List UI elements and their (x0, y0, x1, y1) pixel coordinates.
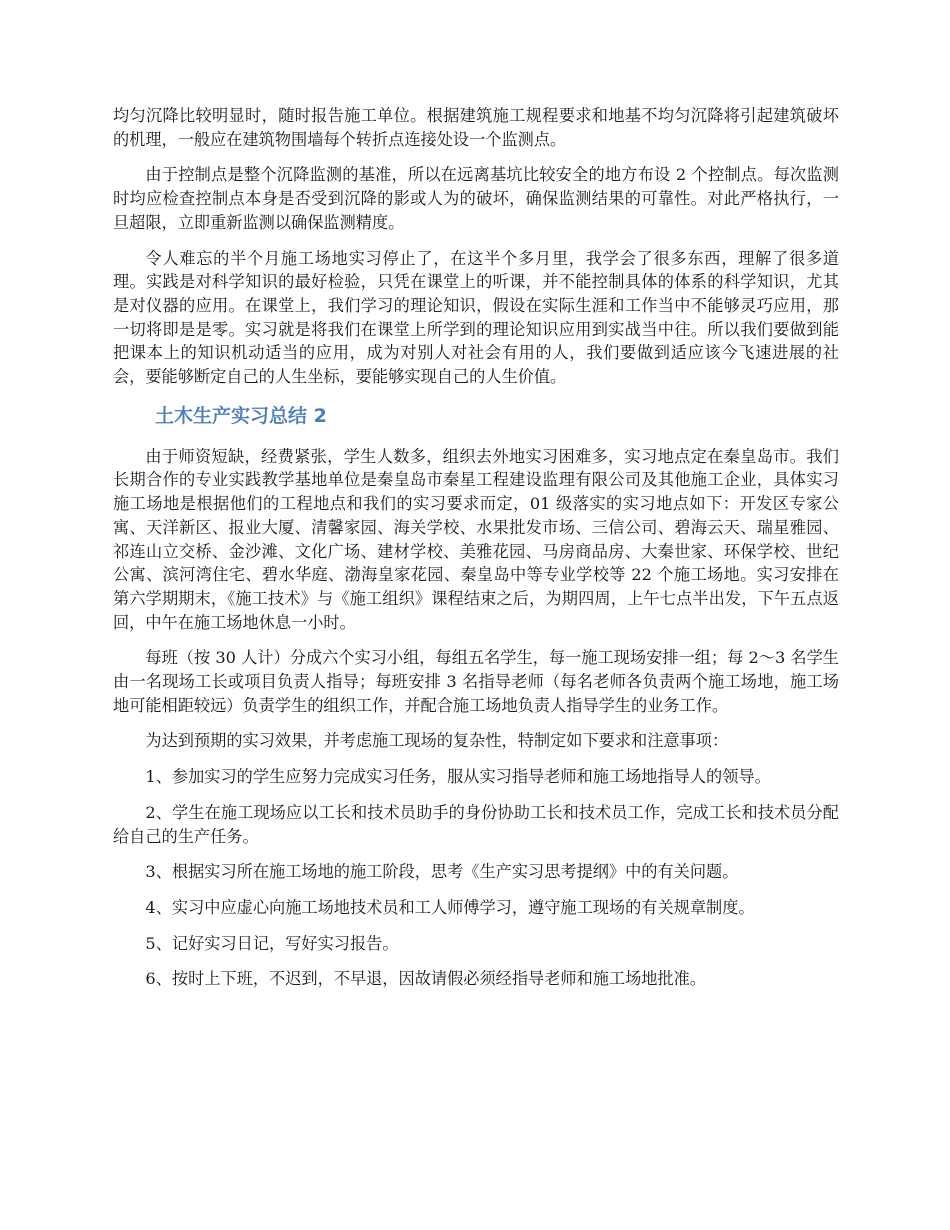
requirement-item-3: 3、根据实习所在施工场地的施工阶段，思考《生产实习思考提纲》中的有关问题。 (145, 862, 739, 882)
requirement-item-2: 2、学生在施工现场应以工长和技术员助手的身份协助工长和技术员工作，完成工长和技术员分配给自己的生产任务。 (113, 802, 839, 846)
document-page (113, 104, 839, 1003)
requirement-item-6: 6、按时上下班，不迟到，不早退，因故请假必须经指导老师和施工场地批准。 (145, 969, 707, 989)
paragraph-control-points: 由于控制点是整个沉降监测的基准，所以在远离基坑比较安全的地方布设 2 个控制点。每次监测时均应检查控制点本身是否受到沉降的影或人为的破坏，确保监测结果的可靠性。对此严格执行，一旦超限，立即重新监测以确保监测精度。 (113, 165, 839, 232)
requirement-item-5: 5、记好实习日记，写好实习报告。 (145, 933, 399, 953)
paragraph-internship-location: 由于师资短缺，经费紧张，学生人数多，组织去外地实习困难多，实习地点定在秦皇岛市。我们长期合作的专业实践教学基地单位是秦皇岛市秦星工程建设监理有限公司及其他施工企业，具体实习施工场地是根据他们的工程地点和我们的实习要求而定，01 级落实的实习地点如下：开发区专家公寓、天洋新区、报业大厦、清馨家园、海关学校、水果批发市场、三信公司、碧海云天、瑞星雅园、祁连山立交桥、金沙滩、文化广场、建材学校、美雅花园、马房商品房、大秦世家、环保学校、世纪公寓、滨河湾住宅、碧水华庭、渤海皇家花园、秦皇岛中等专业学校等 22 个施工场地。实习安排在第六学期期末，《施工技术》与《施工组织》课程结束之后，为期四周，上午七点半出发，下午五点返回，中午在施工场地休息一小时。 (113, 446, 839, 632)
section-heading: 土木生产实习总结 2 (155, 404, 327, 427)
paragraph-group-arrangement: 每班（按 30 人计）分成六个实习小组，每组五名学生，每一施工现场安排一组；每 2～3 名学生由一名现场工长或项目负责人指导；每班安排 3 名指导老师（每名老师各负责两个施工场地，施工场地可能相距较远）负责学生的组织工作，并配合施工场地负责人指导学生的业务工作。 (113, 648, 839, 715)
paragraph-settlement-continuation: 均匀沉降比较明显时，随时报告施工单位。根据建筑施工规程要求和地基不均匀沉降将引起建筑破坏的机理，一般应在建筑物围墙每个转折点连接处设一个监测点。 (113, 106, 839, 149)
requirement-item-4: 4、实习中应虚心向施工场地技术员和工人师傅学习，遵守施工现场的有关规章制度。 (145, 897, 755, 917)
paragraph-reflection: 令人难忘的半个月施工场地实习停止了，在这半个多月里，我学会了很多东西，理解了很多道理。实践是对科学知识的最好检验，只凭在课堂上的听课，并不能控制具体的体系的科学知识，尤其是对仪器的应用。在课堂上，我们学习的理论知识，假设在实际生涯和工作当中不能够灵巧应用，那一切将即是是零。实习就是将我们在课堂上所学到的理论知识应用到实战当中往。所以我们要做到能把课本上的知识机动适当的应用，成为对别人对社会有用的人，我们要做到适应该今飞速进展的社会，要能够断定自己的人生坐标，要能够实现自己的人生价值。 (113, 248, 839, 387)
requirement-item-1: 1、参加实习的学生应努力完成实习任务，服从实习指导老师和施工场地指导人的领导。 (145, 767, 771, 787)
paragraph-requirements-intro: 为达到预期的实习效果，并考虑施工现场的复杂性，特制定如下要求和注意事项： (145, 731, 729, 751)
